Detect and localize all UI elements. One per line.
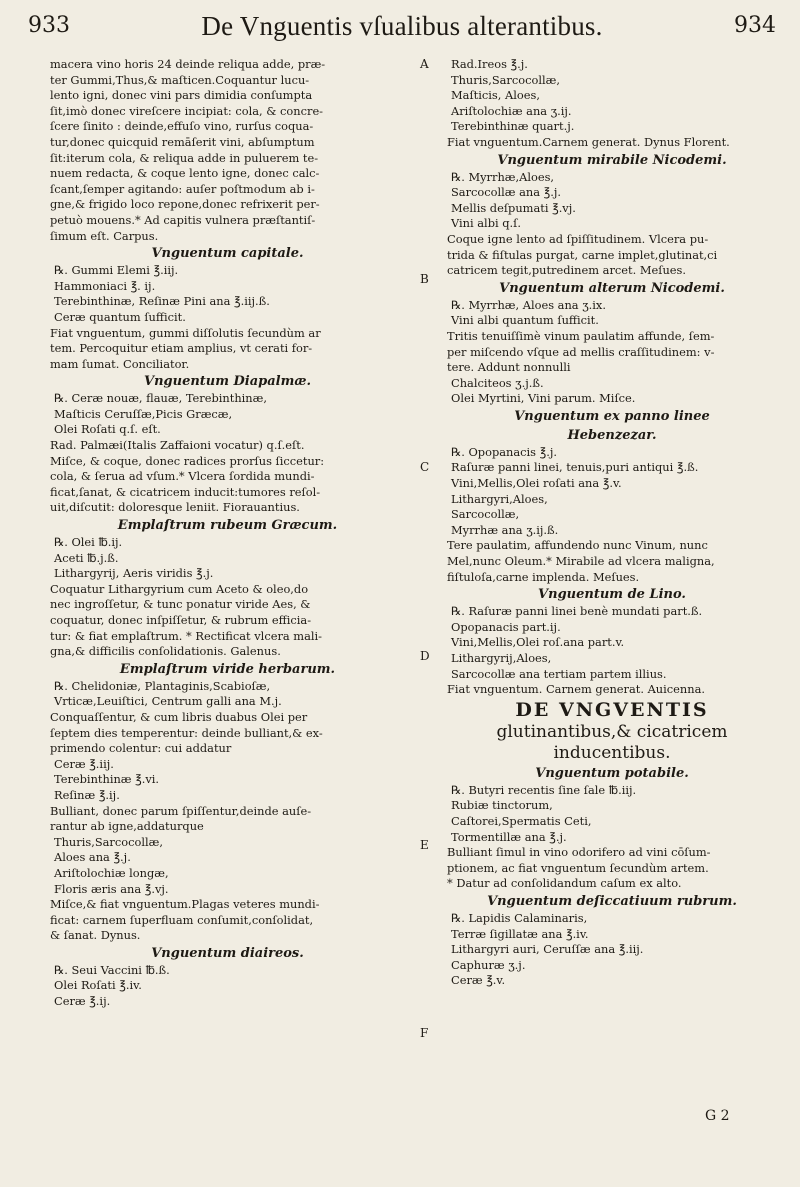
ingredient-line: ℞. Ceræ nouæ, flauæ, Terebinthinæ, bbox=[54, 391, 267, 406]
right-column bbox=[447, 57, 777, 989]
ingredient-line: Terebinthinæ ℥.vi. bbox=[54, 772, 160, 787]
margin-letter: C bbox=[420, 460, 430, 475]
ingredient-line: Vini albi q.ſ. bbox=[451, 216, 522, 231]
ingredient-line: Caphuræ ʒ.j. bbox=[451, 957, 526, 972]
text-line: ſit,imò donec vireſcere incipiat: cola, & concre- bbox=[50, 103, 324, 118]
ingredient-line: Olei Roſati ℥.iv. bbox=[54, 978, 142, 993]
ingredient-line: Hammoniaci ℥. ij. bbox=[54, 278, 156, 293]
section-title: inducentibus. bbox=[553, 742, 671, 763]
recipe-heading: Vnguentum ex panno linee bbox=[514, 408, 710, 424]
ingredient-line: Sarcocollæ ana tertiam partem illius. bbox=[451, 666, 667, 681]
text-line: per miſcendo vſque ad mellis craſſitudinem: v- bbox=[447, 344, 715, 359]
text-line: ſeptem dies temperentur: deinde bulliant,& ex- bbox=[50, 725, 323, 740]
ingredient-line: Ariſtolochiæ ana ʒ.ij. bbox=[451, 103, 572, 118]
ingredient-line: ℞. Seui Vaccini ℔.ß. bbox=[54, 962, 170, 977]
margin-letter: A bbox=[420, 57, 429, 71]
ingredient-line: ℞. Myrrhæ,Aloes, bbox=[451, 169, 555, 184]
ingredient-line: ℞. Lapidis Calaminaris, bbox=[451, 910, 588, 925]
recipe-heading: Hebenzezar. bbox=[567, 427, 657, 443]
ingredient-line: Lithargyrij,Aloes, bbox=[451, 651, 552, 665]
ingredient-line: Ceræ ℥.v. bbox=[451, 973, 506, 988]
ingredient-line: ℞. Opopanacis ℥.j. bbox=[451, 444, 557, 459]
ingredient-line: Lithargyri auri, Ceruſſæ ana ℥.iij. bbox=[451, 942, 644, 957]
text-line: Coque igne lento ad ſpiſſitudinem. Vlcera pu- bbox=[447, 231, 709, 246]
ingredient-line: Maſticis, Aloes, bbox=[451, 88, 540, 103]
text-line: Bulliant ſimul in vino odorifero ad vini cōſum- bbox=[447, 845, 711, 860]
ingredient-line: Olei Myrtini, Vini parum. Miſce. bbox=[451, 391, 636, 406]
margin-letter: F bbox=[420, 1026, 429, 1041]
page-header bbox=[28, 6, 776, 46]
margin-letter: E bbox=[420, 837, 429, 852]
ingredient-line: Ariſtolochiæ longæ, bbox=[54, 865, 169, 880]
text-line: Fiat vnguentum.Carnem generat. Dynus Florent. bbox=[447, 134, 730, 149]
recipe-heading: Vnguentum alterum Nicodemi. bbox=[499, 280, 725, 296]
ingredient-line: ℞. Myrrhæ, Aloes ana ʒ.ix. bbox=[451, 297, 606, 312]
text-line: & ſanat. Dynus. bbox=[50, 928, 141, 943]
text-line: nec ingroſſetur, & tunc ponatur viride Aes, & bbox=[50, 597, 311, 612]
text-line: mam ſumat. Conciliator. bbox=[50, 356, 190, 371]
text-line: * Datur ad conſolidandum caſum ex alto. bbox=[447, 876, 682, 891]
text-line: uit,diſcutit: doloresque leniit. Fiorauantius. bbox=[50, 500, 300, 515]
recipe-heading: Vnguentum capitale. bbox=[151, 246, 304, 262]
text-line: tur,donec quicquid remāſerit vini, abſumptum bbox=[50, 134, 315, 149]
text-line: nuem redacta, & coque lento igne, donec calc- bbox=[50, 166, 320, 181]
text-line: coquatur, donec inſpiſſetur, & rubrum efficia- bbox=[50, 613, 312, 627]
recipe-heading: Vnguentum de Lino. bbox=[538, 587, 686, 603]
text-line: Bulliant, donec parum ſpiſſentur,deinde auſe- bbox=[50, 803, 312, 818]
recipe-heading: Vnguentum potabile. bbox=[535, 765, 689, 781]
ingredient-line: Opopanacis part.ij. bbox=[451, 619, 561, 634]
ingredient-line: Reſinæ ℥.ij. bbox=[54, 787, 120, 802]
ingredient-line: Sarcocollæ ana ℥.j. bbox=[451, 185, 562, 200]
ingredient-line: Caſtorei,Spermatis Ceti, bbox=[451, 813, 592, 828]
text-line: macera vino horis 24 deinde reliqua adde, præ- bbox=[50, 57, 326, 71]
ingredient-line: Aceti ℔.j.ß. bbox=[54, 550, 119, 565]
ingredient-line: Terræ ſigillatæ ana ℥.iv. bbox=[451, 926, 589, 941]
ingredient-line: Aloes ana ℥.j. bbox=[54, 850, 131, 865]
section-title: DE VNGVENTIS bbox=[515, 698, 709, 721]
ingredient-line: Lithargyrij, Aeris viridis ℥.j. bbox=[54, 566, 214, 581]
ingredient-line: ℞. Butyri recentis ſine ſale ℔.iij. bbox=[451, 782, 637, 797]
ingredient-line: Ceræ ℥.ij. bbox=[54, 994, 111, 1009]
ingredient-line: Lithargyri,Aloes, bbox=[451, 491, 548, 506]
text-line: Mel,nunc Oleum.* Mirabile ad vlcera maligna, bbox=[447, 554, 715, 569]
ingredient-line: Vini,Mellis,Olei roſati ana ℥.v. bbox=[451, 476, 622, 491]
text-line: tur: & fiat emplaſtrum. * Rectificat vlcera mali- bbox=[50, 628, 323, 643]
text-line: trida & fiſtulas purgat, carne implet,glutinat,ci bbox=[447, 247, 718, 262]
text-line: fiſtuloſa,carne implenda. Meſues. bbox=[447, 569, 640, 584]
text-line: ter Gummi,Thus,& maſticen.Coquantur lucu- bbox=[50, 72, 310, 87]
ingredient-line: Floris æris ana ℥.vj. bbox=[54, 881, 169, 896]
text-line: tem. Percoquitur etiam amplius, vt cerati for- bbox=[50, 341, 313, 356]
left-column bbox=[50, 57, 405, 1010]
text-line: cola, & ſerua ad vſum.* Vlcera ſordida mundi- bbox=[50, 469, 315, 484]
text-line: lento igni, donec vini pars dimidia conſumpta bbox=[50, 88, 313, 103]
ingredient-line: Myrrhæ ana ʒ.ij.ß. bbox=[451, 522, 559, 537]
ingredient-line: Olei Roſati q.ſ. eſt. bbox=[54, 422, 161, 437]
ingredient-line: Sarcocollæ, bbox=[451, 507, 520, 522]
recipe-heading: Vnguentum Diapalmæ. bbox=[143, 374, 312, 390]
ingredient-line: ℞. Gummi Elemi ℥.iij. bbox=[54, 263, 179, 278]
recipe-heading: Emplaſtrum rubeum Græcum. bbox=[117, 518, 338, 534]
ingredient-line: Ceræ quantum ſufficit. bbox=[54, 309, 186, 324]
text-line: ficat,ſanat, & cicatricem inducit:tumores reſol- bbox=[50, 484, 321, 499]
text-line: Miſce, & coque, donec radices prorſus ſiccetur: bbox=[50, 453, 325, 468]
ingredient-line: Mellis deſpumati ℥.vj. bbox=[451, 200, 576, 215]
ingredient-line: Vrticæ,Leuiſtici, Centrum galli ana M.j. bbox=[54, 694, 282, 709]
margin-letter: D bbox=[420, 649, 430, 664]
recipe-heading: Vnguentum mirabile Nicodemi. bbox=[497, 152, 727, 168]
text-line: petuò mouens.* Ad capitis vulnera præſtantiſ- bbox=[50, 212, 316, 227]
ingredient-line: Ceræ ℥.iij. bbox=[54, 756, 114, 771]
text-line: gne,& frigido loco repone,donec refrixerit per- bbox=[50, 197, 320, 212]
ingredient-line: Thuris,Sarcocollæ, bbox=[54, 834, 163, 849]
text-line: Fiat vnguentum. Carnem generat. Auicenna. bbox=[447, 682, 705, 697]
ingredient-line: ℞. Olei ℔.ij. bbox=[54, 535, 123, 550]
recipe-heading: Vnguentum diaireos. bbox=[151, 945, 304, 961]
text-line: gna,& difficilis conſolidationis. Galenus. bbox=[50, 644, 281, 659]
page-number-right: 934 bbox=[734, 13, 776, 38]
text-line: Coquatur Lithargyrium cum Aceto & oleo,do bbox=[50, 581, 309, 596]
text-line: Tere paulatim, affundendo nunc Vinum, nunc bbox=[447, 538, 708, 553]
running-title: De Vnguentis vſualibus alterantibus. bbox=[201, 11, 603, 41]
ingredient-line: Raſuræ panni linei, tenuis,puri antiqui ℥.ß. bbox=[451, 460, 699, 475]
page-number-left: 933 bbox=[28, 13, 70, 38]
text-line: Fiat vnguentum, gummi diſſolutis ſecundùm ar bbox=[50, 325, 321, 340]
text-line: ſimum eſt. Carpus. bbox=[50, 228, 159, 243]
text-line: ptionem, ac fiat vnguentum ſecundùm artem. bbox=[447, 860, 709, 875]
text-line: rantur ab igne,addaturque bbox=[50, 819, 204, 834]
ingredient-line: Terebinthinæ, Reſinæ Pini ana ℥.iij.ß. bbox=[54, 294, 270, 309]
section-title: glutinantibus,& cicatricem bbox=[496, 721, 728, 742]
ingredient-line: Chalciteos ʒ.j.ß. bbox=[451, 375, 544, 390]
ingredient-line: Rubiæ tinctorum, bbox=[451, 798, 553, 813]
ingredient-line: Thuris,Sarcocollæ, bbox=[451, 72, 560, 87]
recipe-heading: Emplaſtrum viride herbarum. bbox=[119, 661, 336, 677]
ingredient-line: Maſticis Ceruſſæ,Picis Græcæ, bbox=[54, 406, 233, 421]
text-line: Rad. Palmæi(Italis Zaffaioni vocatur) q.ſ.eſt. bbox=[50, 438, 305, 453]
text-line: primendo colentur: cui addatur bbox=[50, 741, 232, 756]
ingredient-line: ℞. Chelidoniæ, Plantaginis,Scabioſæ, bbox=[54, 678, 271, 693]
text-line: Tritis tenuiſſimè vinum paulatim affunde, ſem- bbox=[447, 328, 715, 343]
ingredient-line: Terebinthinæ quart.j. bbox=[451, 119, 575, 134]
text-line: catricem tegit,putredinem arcet. Meſues. bbox=[447, 263, 686, 278]
text-line: ficat: carnem ſuperfluam conſumit,conſolidat, bbox=[50, 912, 314, 927]
text-line: tere. Addunt nonnulli bbox=[447, 360, 571, 375]
ingredient-line: Vini,Mellis,Olei roſ.ana part.v. bbox=[451, 635, 625, 650]
signature-mark: G 2 bbox=[705, 1108, 730, 1124]
ingredient-line: ℞. Raſuræ panni linei benè mundati part.ß. bbox=[451, 604, 703, 619]
margin-letter: B bbox=[420, 272, 429, 287]
ingredient-line: Rad.Ireos ℥.j. bbox=[451, 57, 528, 71]
text-line: Miſce,& fiat vnguentum.Plagas veteres mundi- bbox=[50, 897, 320, 912]
ingredient-line: Vini albi quantum ſufficit. bbox=[451, 313, 599, 328]
text-line: ſit:iterum cola, & reliqua adde in puluerem te- bbox=[50, 150, 319, 165]
text-line: ſcere ſinito : deinde,effuſo vino, rurſus coqua- bbox=[50, 119, 314, 134]
text-line: Conquaſſentur, & cum libris duabus Olei per bbox=[50, 709, 308, 724]
ingredient-line: Tormentillæ ana ℥.j. bbox=[451, 829, 567, 844]
recipe-heading: Vnguentum deſiccatiuum rubrum. bbox=[487, 893, 737, 909]
text-line: ſcant,ſemper agitando: auſer poſtmodum ab i- bbox=[50, 181, 315, 196]
